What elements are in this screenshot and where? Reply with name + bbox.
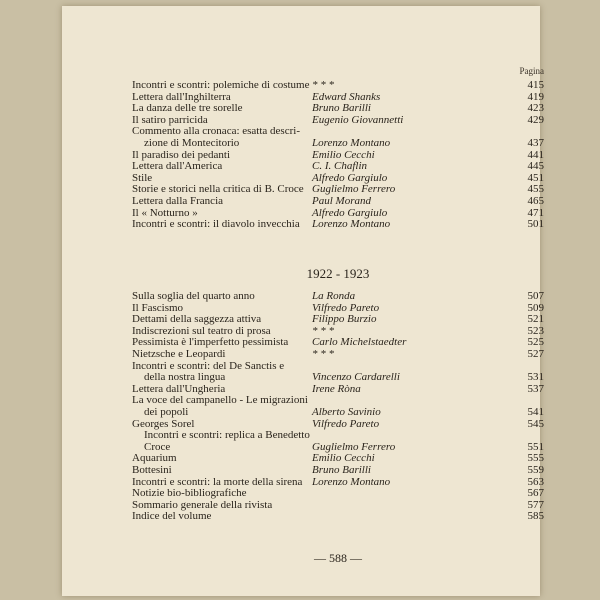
entry-page: 527 xyxy=(527,347,544,360)
entry-page: 521 xyxy=(527,313,544,326)
toc-entry xyxy=(132,138,544,150)
entry-author: Carlo Michelstaedter xyxy=(312,336,407,349)
entry-title: Lettera dall'America xyxy=(132,160,223,173)
entry-page: 555 xyxy=(527,452,544,465)
entry-page: 541 xyxy=(527,405,544,418)
entry-author: Lorenzo Montano xyxy=(312,218,391,231)
entry-author: Vilfredo Pareto xyxy=(312,417,380,430)
entry-page: 545 xyxy=(527,417,544,430)
entry-author: Bruno Barilli xyxy=(312,102,371,115)
entry-page: 551 xyxy=(527,440,544,453)
entry-title: Il satiro parricida xyxy=(132,113,208,126)
entry-author: * * * xyxy=(312,324,334,337)
entry-title: Notizie bio-bibliografiche xyxy=(132,487,247,500)
pagina-header: Pagina xyxy=(519,66,544,76)
entry-page: 437 xyxy=(527,136,544,149)
entry-title: Croce xyxy=(144,440,171,453)
entry-page xyxy=(460,430,544,442)
entry-page: 577 xyxy=(527,498,544,511)
entry-title: Incontri e scontri: il diavolo invecchia xyxy=(132,218,300,231)
entry-author: Alberto Savinio xyxy=(312,405,381,418)
entry-title: Commento alla cronaca: esatta descri- xyxy=(132,125,300,138)
entry-author: Guglielmo Ferrero xyxy=(312,440,396,453)
entry-title: La voce del campanello - Le migrazioni xyxy=(132,394,308,407)
toc-entry xyxy=(132,349,544,361)
entry-title: Il « Notturno » xyxy=(132,206,198,219)
toc-entry xyxy=(132,511,544,523)
entry-author: Lorenzo Montano xyxy=(312,475,391,488)
entry-author: Lorenzo Montano xyxy=(312,136,391,149)
entry-author: Emilio Cecchi xyxy=(312,452,375,465)
entry-author: Eugenio Giovannetti xyxy=(312,113,404,126)
entry-author: C. I. Chaflin xyxy=(312,160,368,173)
entry-page: 471 xyxy=(527,206,544,219)
entry-author xyxy=(312,511,460,523)
entry-author: Paul Morand xyxy=(312,194,371,207)
entry-page: 525 xyxy=(527,336,544,349)
entry-page: 563 xyxy=(527,475,544,488)
entry-title: Il Fascismo xyxy=(132,301,184,314)
entry-title: zione di Montecitorio xyxy=(144,136,240,149)
entry-page: 537 xyxy=(527,382,544,395)
entry-title: Indiscrezioni sul teatro di prosa xyxy=(132,324,271,337)
entry-title: Incontri e scontri: polemiche di costume xyxy=(132,79,310,91)
entry-title: Storie e storici nella critica di B. Croce xyxy=(132,183,304,196)
entry-title: Bottesini xyxy=(132,463,172,476)
entry-author: Edward Shanks xyxy=(312,90,381,103)
entry-title: Pessimista è l'imperfetto pessimista xyxy=(132,336,289,349)
entry-page: 455 xyxy=(527,183,544,196)
toc-entry xyxy=(132,372,544,384)
entry-author xyxy=(312,430,460,442)
toc-entry xyxy=(132,219,544,231)
toc-entry xyxy=(132,488,544,500)
entry-page: 451 xyxy=(527,171,544,184)
entry-page: 559 xyxy=(527,463,544,476)
toc-entry xyxy=(132,430,544,442)
entry-author: * * * xyxy=(312,79,334,91)
entry-author xyxy=(312,488,460,500)
entry-author: Bruno Barilli xyxy=(312,463,371,476)
entry-title: La danza delle tre sorelle xyxy=(132,102,243,115)
entry-title: Indice del volume xyxy=(132,510,212,523)
entry-title: Sommario generale della rivista xyxy=(132,498,273,511)
entry-page: 415 xyxy=(527,79,544,91)
entry-page: 423 xyxy=(527,102,544,115)
section-title: 1922 - 1923 xyxy=(306,266,370,281)
entry-title: Lettera dall'Inghilterra xyxy=(132,90,231,103)
entry-title: Aquarium xyxy=(132,452,177,465)
entry-page: 465 xyxy=(527,194,544,207)
entry-page: 585 xyxy=(527,510,544,523)
entry-author: La Ronda xyxy=(312,290,356,302)
entry-author xyxy=(312,500,460,512)
entry-title: Incontri e scontri: del De Sanctis e xyxy=(132,359,285,372)
entry-page: 523 xyxy=(527,324,544,337)
entry-title: Stile xyxy=(132,171,153,184)
entry-page: 419 xyxy=(527,90,544,103)
entry-author: Alfredo Gargiulo xyxy=(312,206,388,219)
entry-page: 509 xyxy=(527,301,544,314)
entry-page: 567 xyxy=(527,487,544,500)
toc-entry xyxy=(132,465,544,477)
entry-page: 445 xyxy=(527,160,544,173)
entry-author: Alfredo Gargiulo xyxy=(312,171,388,184)
toc-entry xyxy=(132,196,544,208)
entry-title: Lettera dall'Ungheria xyxy=(132,382,226,395)
entry-author: Guglielmo Ferrero xyxy=(312,183,396,196)
entry-author: Emilio Cecchi xyxy=(312,148,375,161)
entry-page: 501 xyxy=(527,218,544,231)
entry-title: Il paradiso dei pedanti xyxy=(132,148,231,161)
entry-title: Incontri e scontri: la morte della sirena xyxy=(132,475,303,488)
entry-author: Vilfredo Pareto xyxy=(312,301,380,314)
entries-block-1 xyxy=(132,80,544,231)
entry-title: Dettami della saggezza attiva xyxy=(132,313,262,326)
entry-author: Filippo Burzio xyxy=(312,313,377,326)
book-page xyxy=(62,6,544,596)
entries-block-2 xyxy=(132,291,544,523)
toc-entry xyxy=(132,407,544,419)
entry-title: Georges Sorel xyxy=(132,417,195,430)
entry-page: 531 xyxy=(527,371,544,384)
entry-page: 441 xyxy=(527,148,544,161)
toc-entry xyxy=(132,80,544,92)
entry-author: Vincenzo Cardarelli xyxy=(312,371,400,384)
entry-page: 507 xyxy=(527,290,544,302)
entry-title: dei popoli xyxy=(144,405,189,418)
entry-page: 429 xyxy=(527,113,544,126)
toc-entry xyxy=(132,161,544,173)
entry-title: della nostra lingua xyxy=(144,371,226,384)
entry-author: Irene Ròna xyxy=(312,382,361,395)
page-number: — 588 — xyxy=(314,551,362,565)
entry-author: * * * xyxy=(312,347,334,360)
toc-entry xyxy=(132,291,544,303)
entry-title: Sulla soglia del quarto anno xyxy=(132,290,255,302)
entry-title: Incontri e scontri: replica a Benedetto xyxy=(144,429,310,442)
entry-title: Lettera dalla Francia xyxy=(132,194,224,207)
entry-title: Nietzsche e Leopardi xyxy=(132,347,226,360)
